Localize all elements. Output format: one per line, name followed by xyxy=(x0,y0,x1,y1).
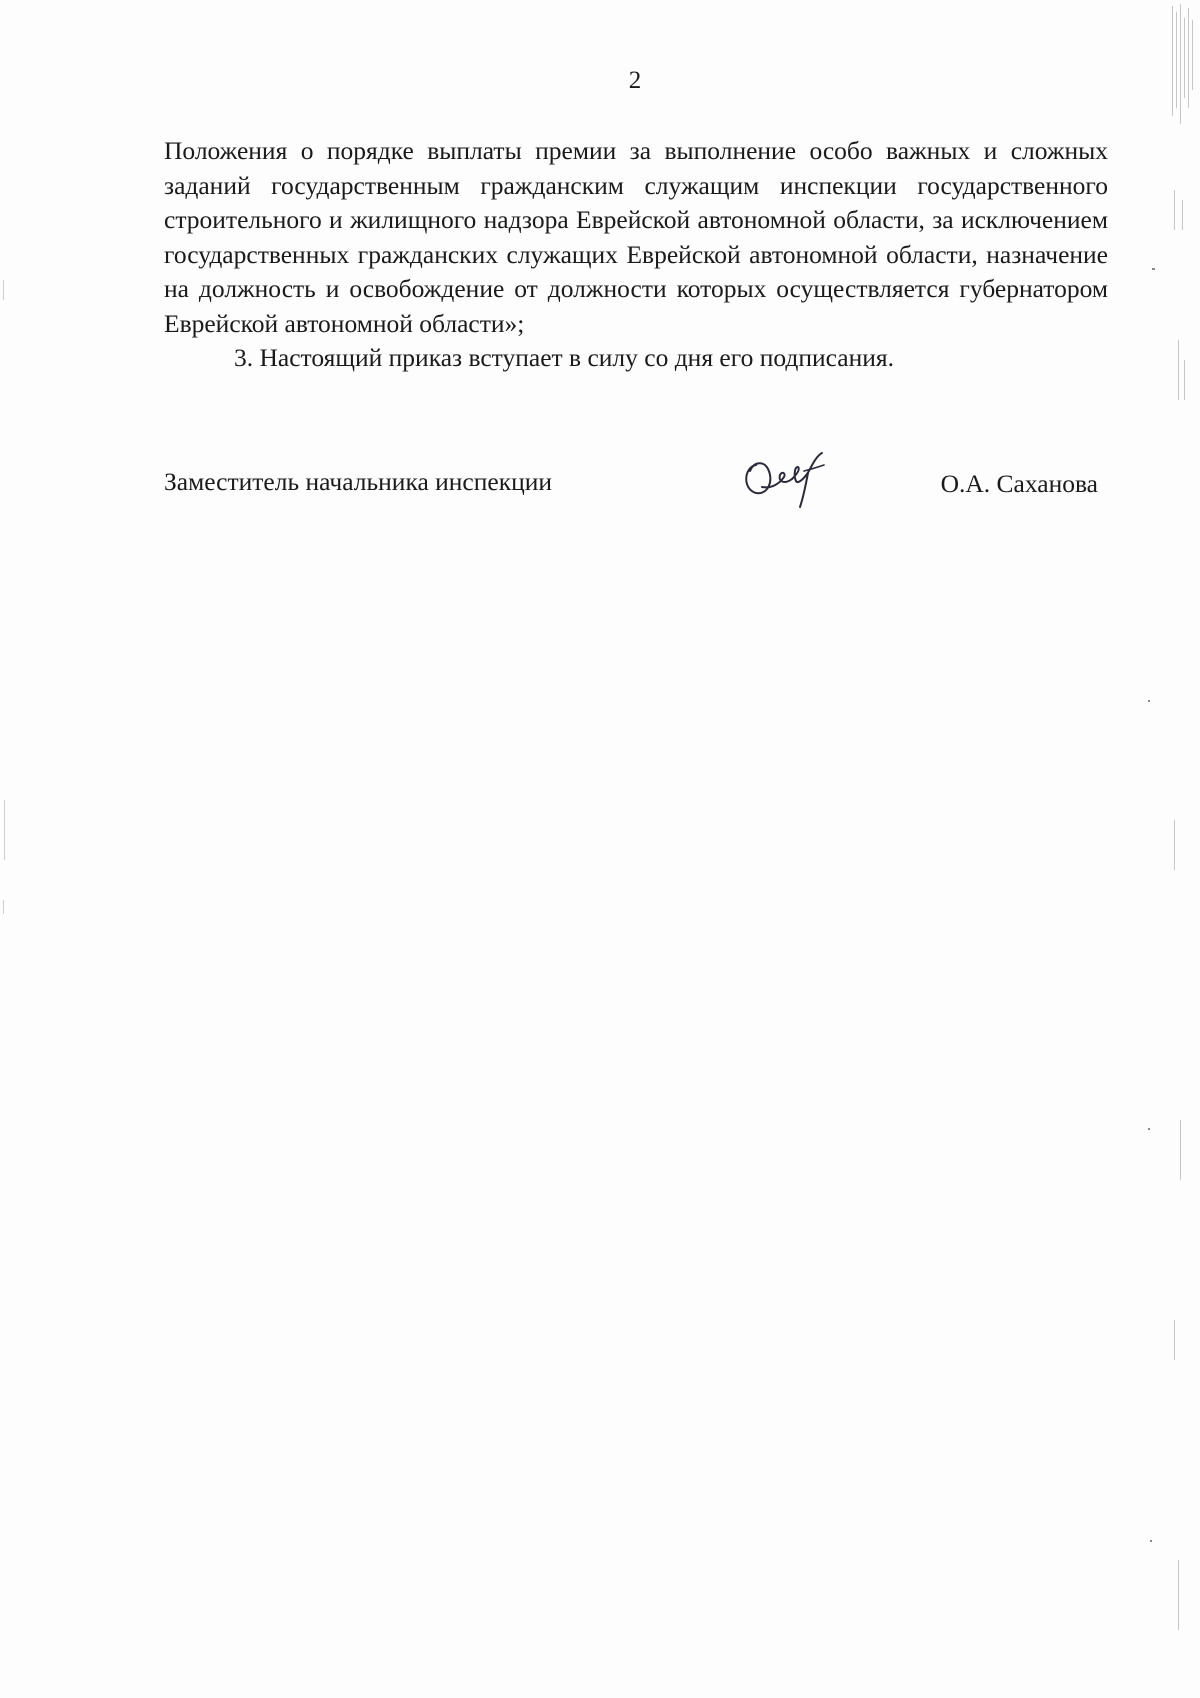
signatory-name: О.А. Саханова xyxy=(940,469,1098,498)
scan-left-edge-artifact xyxy=(0,0,14,1698)
signature-block xyxy=(164,455,1098,515)
paragraph-clause-3: 3. Настоящий приказ вступает в силу со дня его подписания. xyxy=(234,343,894,372)
scan-edge-artifact xyxy=(1144,0,1200,1698)
signatory-position: Заместитель начальника инспекции xyxy=(164,467,553,496)
handwritten-signature xyxy=(734,443,838,513)
document-body xyxy=(164,134,1108,376)
paragraph-continuation: Положения о порядке выплаты премии за выполнение особо важных и сложных заданий государственным гражданским служащим инспекции государственного строительного и жилищного надзора Еврейской автономной области, за исключением государственных гражданских служащих Еврейской автономной области, назначение на должность и освобождение от должности которых осуществляется губернатором Еврейской автономной области»; xyxy=(164,136,1108,338)
page-number: 2 xyxy=(628,67,642,94)
